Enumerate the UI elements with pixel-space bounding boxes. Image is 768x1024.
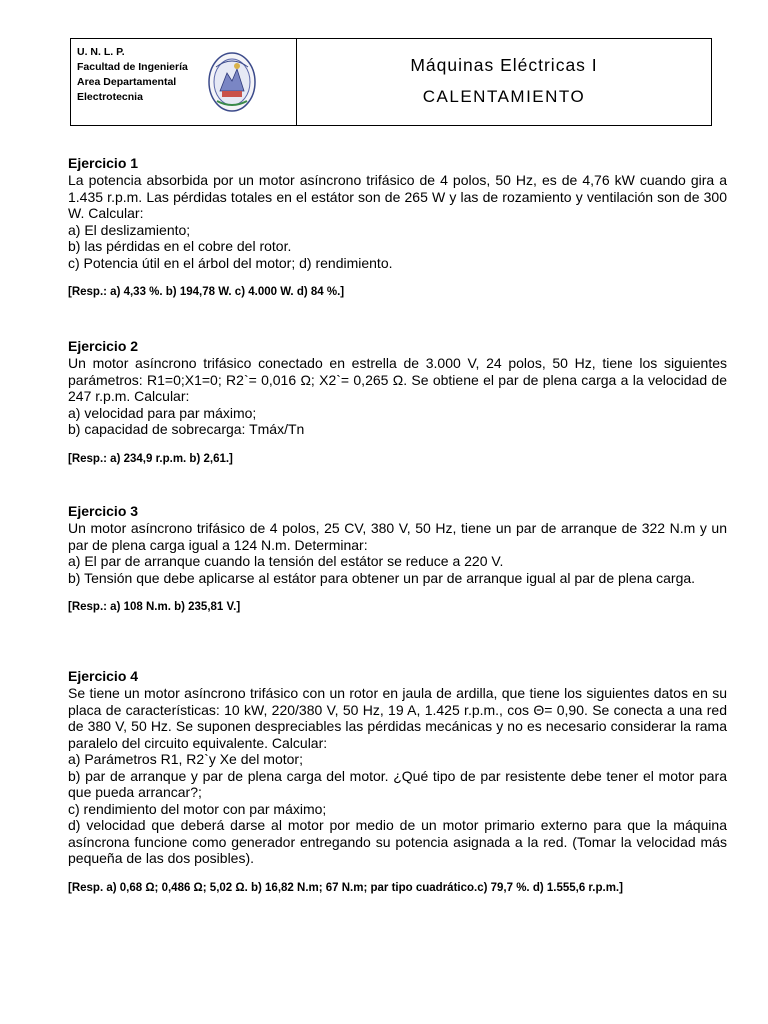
course-title: Máquinas Eléctricas I	[410, 55, 598, 75]
statement-item: d) velocidad que deberá darse al motor por medio de un motor primario externo para que la máquina asíncrona funcione como generador entregando su potencia asignada a la red. (Tomar la velocidad más pequeña de las dos posibles).	[68, 817, 727, 866]
course-block	[297, 39, 711, 125]
statement-paragraph: Un motor asíncrono trifásico de 4 polos, 25 CV, 380 V, 50 Hz, tiene un par de arranque de 322 N.m y un par de plena carga igual a 124 N.m. Determinar:	[68, 520, 727, 553]
institution-block	[71, 39, 297, 125]
exercise-answer: [Resp.: a) 108 N.m. b) 235,81 V.]	[68, 601, 241, 613]
exercise-answer: [Resp.: a) 234,9 r.p.m. b) 2,61.]	[68, 452, 233, 465]
exercise-3	[68, 503, 727, 615]
institution-line: Facultad de Ingeniería	[77, 61, 188, 73]
topic-title: CALENTAMIENTO	[422, 87, 586, 106]
statement-item: a) El deslizamiento;	[68, 221, 191, 238]
institution-name	[77, 45, 188, 105]
statement-item: b) las pérdidas en el cobre del rotor.	[68, 238, 292, 254]
exercise-answer: [Resp. a) 0,68 Ω; 0,486 Ω; 5,02 Ω. b) 16,82 N.m; 67 N.m; par tipo cuadrático.c) 79,7 %. d) 1.555,6 r.p.m.]	[68, 881, 623, 894]
statement-paragraph: Un motor asíncrono trifásico conectado en estrella de 3.000 V, 24 polos, 50 Hz, tiene los siguientes parámetros: R1=0;X1=0; R2`= 0,016 Ω; X2`= 0,265 Ω. Se obtiene el par de plena carga a la velocidad de 247 r.p.m. Calcular:	[68, 355, 727, 404]
statement-item: b) capacidad de sobrecarga: Tmáx/Tn	[68, 421, 305, 437]
document-header	[70, 38, 712, 126]
exercise-statement	[68, 355, 727, 438]
statement-item: b) par de arranque y par de plena carga del motor. ¿Qué tipo de par resistente debe tener el motor para que pueda arrancar?;	[68, 767, 727, 800]
exercise-title: Ejercicio 3	[68, 503, 139, 519]
statement-item: a) El par de arranque cuando la tensión del estátor se reduce a 220 V.	[68, 553, 504, 569]
exercise-statement	[68, 685, 727, 867]
statement-item: c) Potencia útil en el árbol del motor; d) rendimiento.	[68, 254, 393, 271]
institution-line: Electrotecnia	[77, 91, 143, 103]
exercise-statement	[68, 172, 727, 271]
institution-line: Area Departamental	[77, 76, 177, 88]
statement-item: a) velocidad para par máximo;	[68, 404, 257, 421]
statement-paragraph: La potencia absorbida por un motor asíncrono trifásico de 4 polos, 50 Hz, es de 4,76 kW cuando gira a 1.435 r.p.m. Las pérdidas totales en el estátor son de 265 W y las de rozamiento y ventilación son de 300 W. Calcular:	[68, 172, 727, 221]
statement-item: a) Parámetros R1, R2`y Xe del motor;	[68, 751, 303, 767]
exercise-2	[68, 338, 727, 467]
exercise-title: Ejercicio 4	[68, 668, 139, 684]
exercise-title: Ejercicio 1	[68, 155, 139, 171]
statement-item: b) Tensión que debe aplicarse al estátor para obtener un par de arranque igual al par de plena carga.	[68, 569, 696, 586]
exercise-1	[68, 155, 727, 300]
exercise-title: Ejercicio 2	[68, 338, 139, 354]
statement-paragraph: Se tiene un motor asíncrono trifásico con un rotor en jaula de ardilla, que tiene los siguientes datos en su placa de características: 10 kW, 220/380 V, 50 Hz, 19 A, 1.425 r.p.m., cos Θ= 0,90. Se conecta a una red de 380 V, 50 Hz. Se suponen despreciables las pérdidas mecánicas y no es necesario considerar la rama paralelo del circuito equivalente. Calcular:	[68, 685, 727, 751]
exercise-4	[68, 668, 727, 896]
exercise-answer: [Resp.: a) 4,33 %. b) 194,78 W. c) 4.000 W. d) 84 %.]	[68, 286, 345, 298]
exercise-statement	[68, 520, 727, 586]
institution-line: U. N. L. P.	[77, 46, 125, 58]
statement-item: c) rendimiento del motor con par máximo;	[68, 800, 327, 817]
university-seal-icon	[207, 51, 257, 113]
